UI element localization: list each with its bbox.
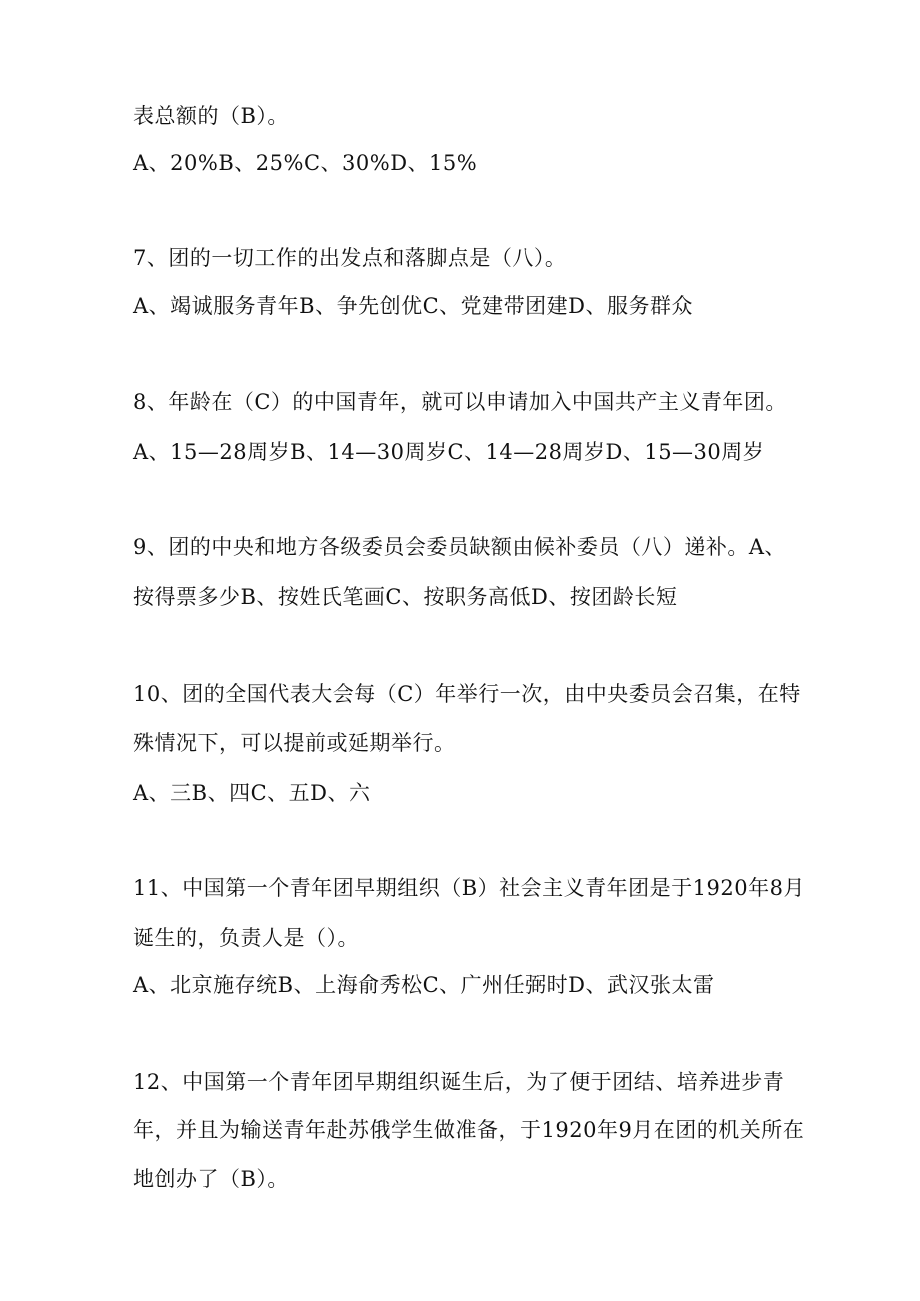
- question-10: 10、团的全国代表大会每（C）年举行一次，由中央委员会召集，在特: [133, 682, 801, 706]
- question-11-continued: 诞生的，负责人是（）。: [133, 926, 359, 950]
- question-9-options: 按得票多少B、按姓氏笔画C、按职务高低D、按团龄长短: [133, 585, 678, 609]
- question-9: 9、团的中央和地方各级委员会委员缺额由候补委员（八）递补。A、: [133, 535, 787, 559]
- question-12-end: 地创办了（B）。: [133, 1167, 289, 1191]
- question-10-options: A、三B、四C、五D、六: [133, 781, 371, 805]
- question-10-continued: 殊情况下，可以提前或延期举行。: [133, 731, 456, 755]
- question-11: 11、中国第一个青年团早期组织（B）社会主义青年团是于1920年8月: [133, 876, 805, 900]
- question-8-options: A、15—28周岁B、14—30周岁C、14—28周岁D、15—30周岁: [133, 440, 765, 464]
- text-line-1: 表总额的（B）。: [133, 104, 289, 128]
- question-12-continued: 年，并且为输送青年赴苏俄学生做准备，于1920年9月在团的机关所在: [133, 1118, 805, 1142]
- question-12: 12、中国第一个青年团早期组织诞生后，为了便于团结、培养进步青: [133, 1070, 785, 1094]
- question-8: 8、年龄在（C）的中国青年，就可以申请加入中国共产主义青年团。: [133, 390, 787, 414]
- text-line-2: A、20%B、25%C、30%D、15%: [133, 151, 478, 175]
- question-7-options: A、竭诚服务青年B、争先创优C、党建带团建D、服务群众: [133, 294, 694, 318]
- question-7: 7、团的一切工作的出发点和落脚点是（八）。: [133, 246, 567, 270]
- question-11-options: A、北京施存统B、上海俞秀松C、广州任弼时D、武汉张太雷: [133, 973, 715, 997]
